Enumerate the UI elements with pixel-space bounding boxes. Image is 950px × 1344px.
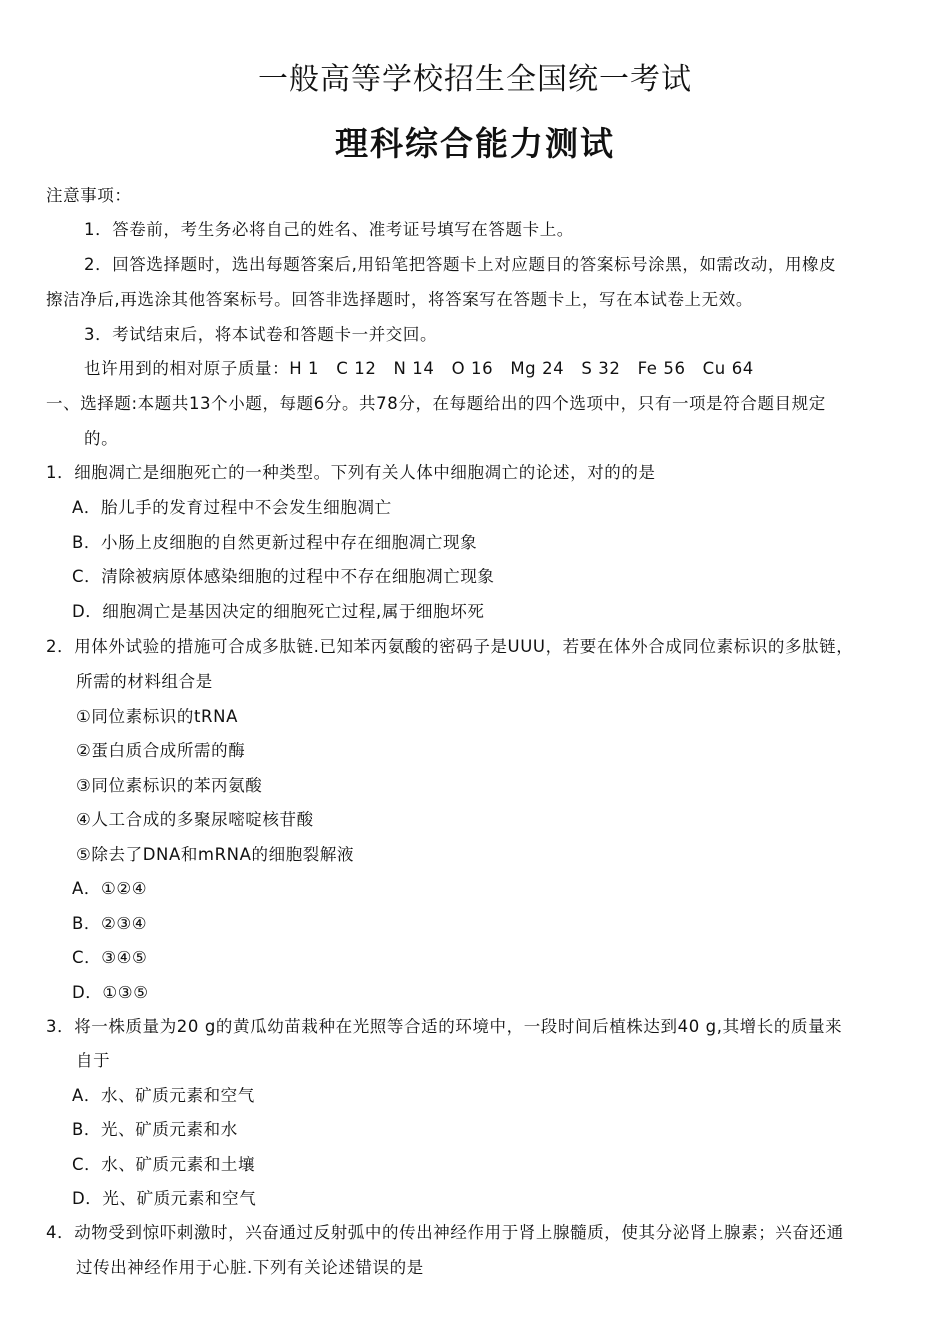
question-3-option-a: A．水、矿质元素和空气 (72, 1086, 255, 1105)
question-4-stem-line-1: 4．动物受到惊吓刺激时，兴奋通过反射弧中的传出神经作用于肾上腺髓质，使其分泌肾上腺素；兴奋还通 (46, 1223, 844, 1242)
question-2-item-2: ②蛋白质合成所需的酶 (76, 741, 246, 760)
question-3-stem-line-2: 自于 (76, 1051, 111, 1070)
question-3-option-c: C．水、矿质元素和土壤 (72, 1155, 256, 1174)
question-1-stem: 1．细胞凋亡是细胞死亡的一种类型。下列有关人体中细胞凋亡的论述，对的的是 (46, 463, 656, 482)
question-2-stem-line-2: 所需的材料组合是 (76, 672, 213, 691)
question-2-option-c: C．③④⑤ (72, 948, 148, 967)
question-2-item-5: ⑤除去了DNA和mRNA的细胞裂解液 (76, 845, 355, 864)
question-4-stem-line-2: 过传出神经作用于心脏.下列有关论述错误的是 (76, 1258, 424, 1277)
question-2-item-1: ①同位素标识的tRNA (76, 707, 238, 726)
question-1-option-b: B．小肠上皮细胞的自然更新过程中存在细胞凋亡现象 (72, 533, 478, 552)
question-2-item-4: ④人工合成的多聚尿嘧啶核苷酸 (76, 810, 314, 829)
question-1-option-c: C．清除被病原体感染细胞的过程中不存在细胞凋亡现象 (72, 567, 495, 586)
notes-item-2-line-1: 2．回答选择题时，选出每题答案后,用铅笔把答题卡上对应题目的答案标号涂黑，如需改动，用橡皮 (84, 255, 837, 274)
question-2-option-d: D．①③⑤ (72, 983, 149, 1002)
question-1-option-a: A．胎儿手的发育过程中不会发生细胞凋亡 (72, 498, 392, 517)
question-2-stem-line-1: 2．用体外试验的措施可合成多肽链.已知苯丙氨酸的密码子是UUU，若要在体外合成同位素标识的多肽链， (46, 637, 854, 656)
exam-title: 一般高等学校招生全国统一考试 (258, 62, 692, 97)
atomic-mass-line: 也许用到的相对原子质量：H 1 C 12 N 14 O 16 Mg 24 S 32 Fe 56 Cu 64 (84, 359, 754, 378)
question-2-item-3: ③同位素标识的苯丙氨酸 (76, 776, 263, 795)
exam-subtitle: 理科综合能力测试 (335, 124, 615, 163)
question-3-option-b: B．光、矿质元素和水 (72, 1120, 238, 1139)
section-heading-line-2: 的。 (84, 429, 119, 448)
question-3-stem-line-1: 3．将一株质量为20 g的黄瓜幼苗栽种在光照等合适的环境中，一段时间后植株达到40 g,其增长的质量来 (46, 1017, 843, 1036)
section-heading-line-1: 一、选择题:本题共13个小题，每题6分。共78分，在每题给出的四个选项中，只有一项是符合题目规定 (46, 394, 826, 413)
question-1-option-d: D．细胞凋亡是基因决定的细胞死亡过程,属于细胞坏死 (72, 602, 485, 621)
notes-item-3: 3．考试结束后，将本试卷和答题卡一并交回。 (84, 325, 438, 344)
notes-heading: 注意事项： (46, 186, 132, 205)
question-3-option-d: D．光、矿质元素和空气 (72, 1189, 257, 1208)
notes-item-2-line-2: 擦洁净后,再选涂其他答案标号。回答非选择题时，将答案写在答题卡上，写在本试卷上无效。 (46, 290, 753, 309)
question-2-option-a: A．①②④ (72, 879, 148, 898)
question-2-option-b: B．②③④ (72, 914, 148, 933)
notes-item-1: 1．答卷前，考生务必将自己的姓名、准考证号填写在答题卡上。 (84, 220, 574, 239)
